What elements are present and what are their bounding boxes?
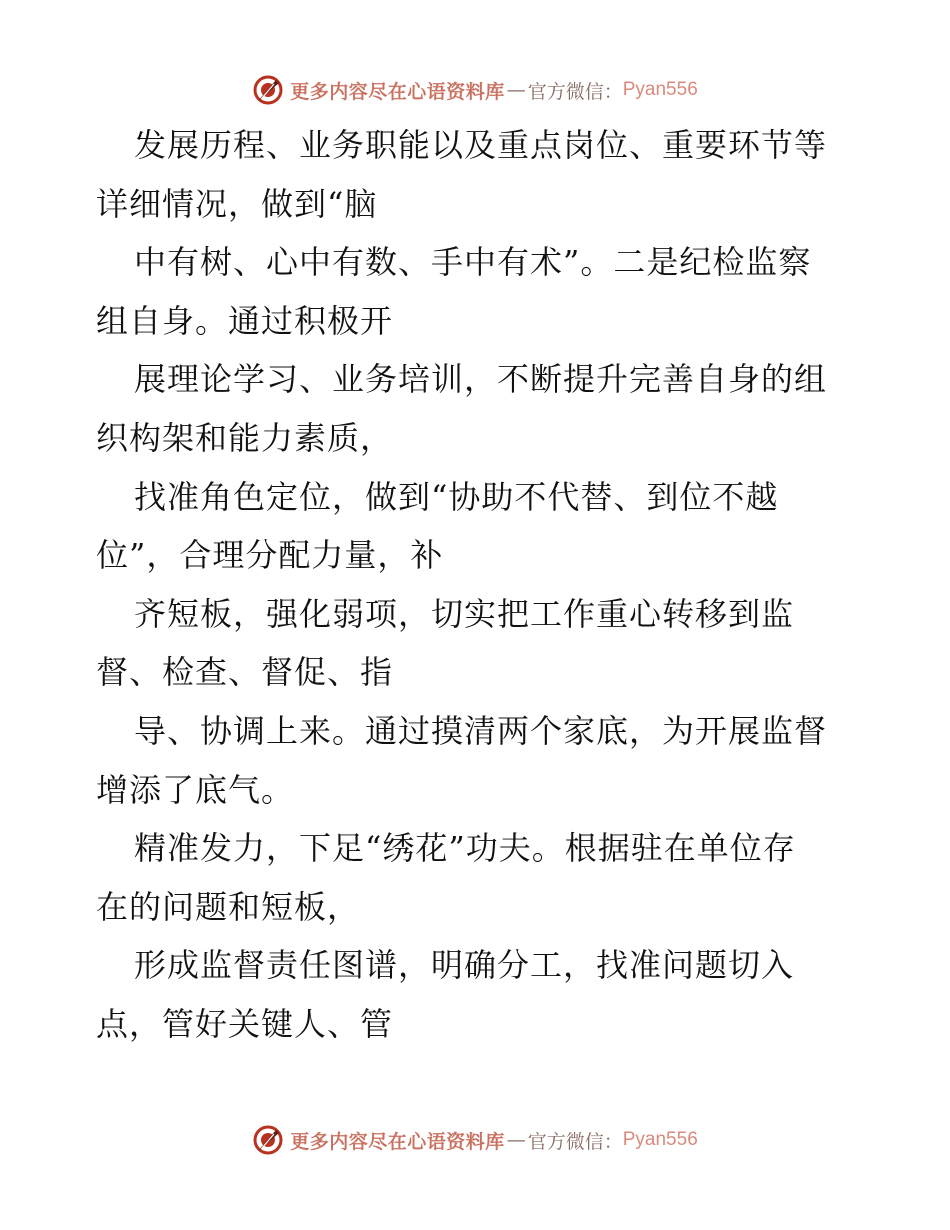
paragraph-line: 组自身。通过积极开 — [96, 301, 394, 340]
footer-wechat-label: 官方微信： — [527, 1130, 623, 1153]
quill-logo-icon — [252, 1124, 284, 1156]
footer-wechat-account: Pyan556 — [622, 1129, 698, 1150]
paragraph-line: 点，管好关键人、管 — [96, 1004, 394, 1043]
paragraph-line: 织构架和能力素质， — [96, 418, 394, 457]
paragraph-line: 精准发力，下足“绣花”功夫。根据驻在单位存 — [134, 829, 796, 868]
footer-dash: — — [506, 1129, 526, 1151]
paragraph-line: 形成监督责任图谱，明确分工，找准问题切入 — [134, 946, 795, 985]
header-dash: — — [506, 79, 526, 101]
document-body — [96, 116, 856, 1054]
paragraph-line: 导、协调上来。通过摸清两个家底，为开展监督 — [134, 711, 828, 750]
header-wechat-label: 官方微信： — [527, 80, 623, 103]
paragraph-line: 详细情况，做到“脑 — [96, 184, 378, 223]
paragraph-line: 督、检查、督促、指 — [96, 653, 394, 692]
footer-banner — [0, 1120, 950, 1160]
footer-promo-text: 更多内容尽在心语资料库 — [290, 1130, 505, 1153]
paragraph-line: 在的问题和短板， — [96, 887, 361, 926]
paragraph-line: 中有树、心中有数、手中有术”。二是纪检监察 — [134, 243, 812, 282]
paragraph-line: 齐短板，强化弱项，切实把工作重心转移到监 — [134, 594, 795, 633]
header-promo-text: 更多内容尽在心语资料库 — [290, 80, 505, 103]
paragraph-line: 找准角色定位，做到“协助不代替、到位不越 — [134, 477, 779, 516]
paragraph-line: 展理论学习、业务培训，不断提升完善自身的组 — [134, 360, 828, 399]
quill-logo-icon — [252, 74, 284, 106]
header-wechat-account: Pyan556 — [622, 79, 698, 100]
paragraph-line: 位”，合理分配力量，补 — [96, 536, 444, 575]
paragraph-line: 发展历程、业务职能以及重点岗位、重要环节等 — [134, 126, 828, 164]
paragraph-line: 增添了底气。 — [96, 770, 295, 809]
header-banner — [0, 70, 950, 110]
